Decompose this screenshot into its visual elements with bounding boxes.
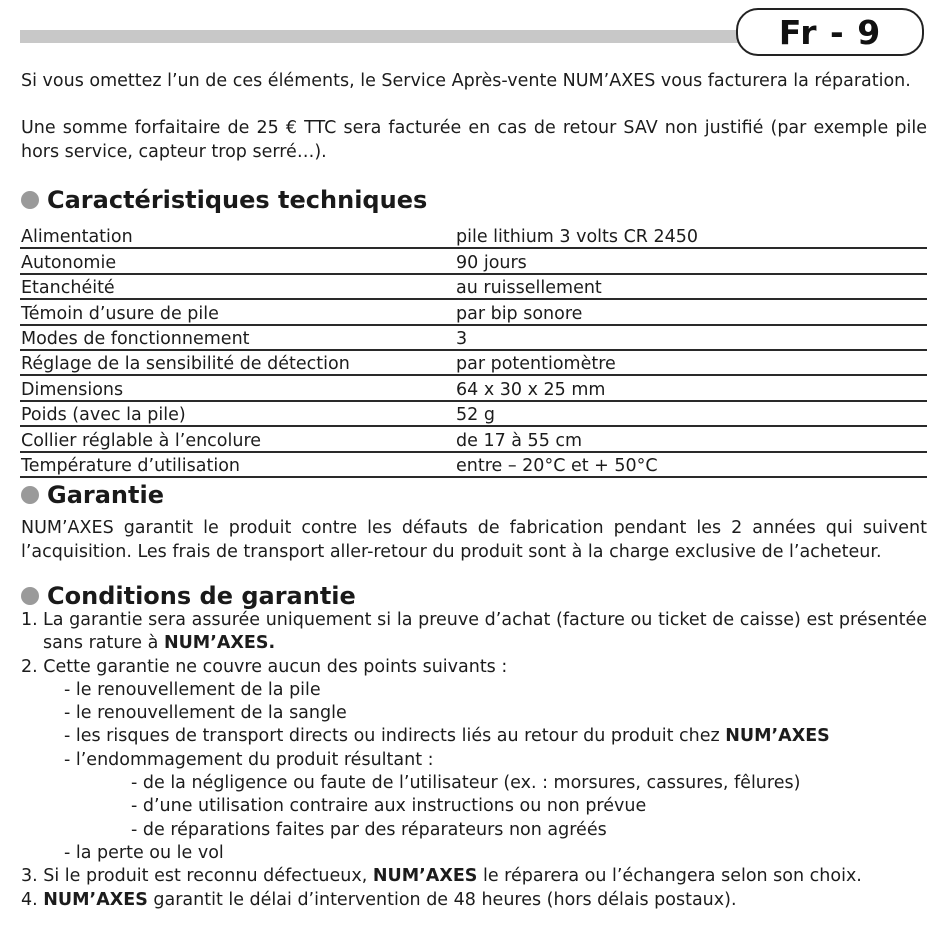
- condition-sub-sub-item: - de la négligence ou faute de l’utilisateur (ex. : morsures, cassures, fêlures): [131, 773, 801, 794]
- spec-label: Modes de fonctionnement: [20, 325, 454, 350]
- spec-label: Dimensions: [20, 375, 454, 400]
- spec-label: Témoin d’usure de pile: [20, 299, 454, 324]
- spec-value: 64 x 30 x 25 mm: [454, 375, 927, 400]
- intro-paragraph-1: Si vous omettez l’un de ces éléments, le Service Après-vente NUM’AXES vous facturera la réparation.: [21, 71, 911, 91]
- page-number-badge: Fr - 9: [736, 8, 924, 56]
- spec-value: pile lithium 3 volts CR 2450: [454, 224, 927, 248]
- condition-sub-item: - l’endommagement du produit résultant :: [64, 749, 434, 770]
- condition-sub-item: - les risques de transport directs ou indirects liés au retour du produit chez NUM’AXES: [64, 726, 830, 747]
- garantie-heading: [21, 480, 164, 510]
- condition-item-1: 1. La garantie sera assurée uniquement si la preuve d’achat (facture ou ticket de caisse) est présentée sans rature à NUM’AXES.: [21, 610, 927, 654]
- spec-row: [20, 426, 927, 451]
- spec-value: par potentiomètre: [454, 350, 927, 375]
- condition-item-3: 3. Si le produit est reconnu défectueux, NUM’AXES le réparera ou l’échangera selon son choix.: [21, 866, 862, 887]
- spec-value: 90 jours: [454, 248, 927, 273]
- spec-label: Température d’utilisation: [20, 452, 454, 477]
- spec-label: Autonomie: [20, 248, 454, 273]
- spec-row: [20, 299, 927, 324]
- spec-row: [20, 224, 927, 248]
- spec-value: 3: [454, 325, 927, 350]
- spec-value: par bip sonore: [454, 299, 927, 324]
- garantie-title: Garantie: [47, 481, 164, 509]
- bullet-icon: [21, 486, 39, 504]
- conditions-list: [21, 609, 927, 912]
- condition-sub-item: - le renouvellement de la pile: [64, 679, 321, 700]
- spec-row: [20, 375, 927, 400]
- spec-label: Poids (avec la pile): [20, 401, 454, 426]
- intro-paragraph-2: Une somme forfaitaire de 25 € TTC sera facturée en cas de retour SAV non justifié (par exemple pile hors service, capteur trop serré…).: [21, 118, 927, 162]
- spec-row: [20, 325, 927, 350]
- spec-value: 52 g: [454, 401, 927, 426]
- spec-label: Alimentation: [20, 224, 454, 248]
- spec-row: [20, 248, 927, 273]
- condition-sub-sub-item: - de réparations faites par des réparateurs non agréés: [131, 819, 607, 840]
- spec-row: [20, 350, 927, 375]
- specs-table: [20, 224, 927, 478]
- spec-row: [20, 274, 927, 299]
- specs-title: Caractéristiques techniques: [47, 186, 428, 214]
- spec-value: de 17 à 55 cm: [454, 426, 927, 451]
- spec-row: [20, 401, 927, 426]
- header-bar: [20, 30, 742, 43]
- condition-item-2: 2. Cette garantie ne couvre aucun des points suivants :: [21, 656, 508, 677]
- spec-row: [20, 452, 927, 477]
- spec-value: au ruissellement: [454, 274, 927, 299]
- bullet-icon: [21, 587, 39, 605]
- bullet-icon: [21, 191, 39, 209]
- condition-sub-item: - la perte ou le vol: [64, 842, 224, 863]
- garantie-paragraph: NUM’AXES garantit le produit contre les défauts de fabrication pendant les 2 années qui suivent l’acquisition. Les frais de transport aller-retour du produit sont à la charge exclusive de l’acheteur.: [21, 518, 927, 562]
- spec-label: Collier réglable à l’encolure: [20, 426, 454, 451]
- specs-heading: [21, 185, 427, 215]
- conditions-heading: [21, 581, 356, 611]
- condition-item-4: 4. NUM’AXES garantit le délai d’intervention de 48 heures (hors délais postaux).: [21, 889, 737, 910]
- spec-value: entre – 20°C et + 50°C: [454, 452, 927, 477]
- spec-label: Réglage de la sensibilité de détection: [20, 350, 454, 375]
- condition-sub-item: - le renouvellement de la sangle: [64, 703, 347, 724]
- condition-sub-sub-item: - d’une utilisation contraire aux instructions ou non prévue: [131, 796, 647, 817]
- spec-label: Etanchéité: [20, 274, 454, 299]
- conditions-title: Conditions de garantie: [47, 582, 356, 610]
